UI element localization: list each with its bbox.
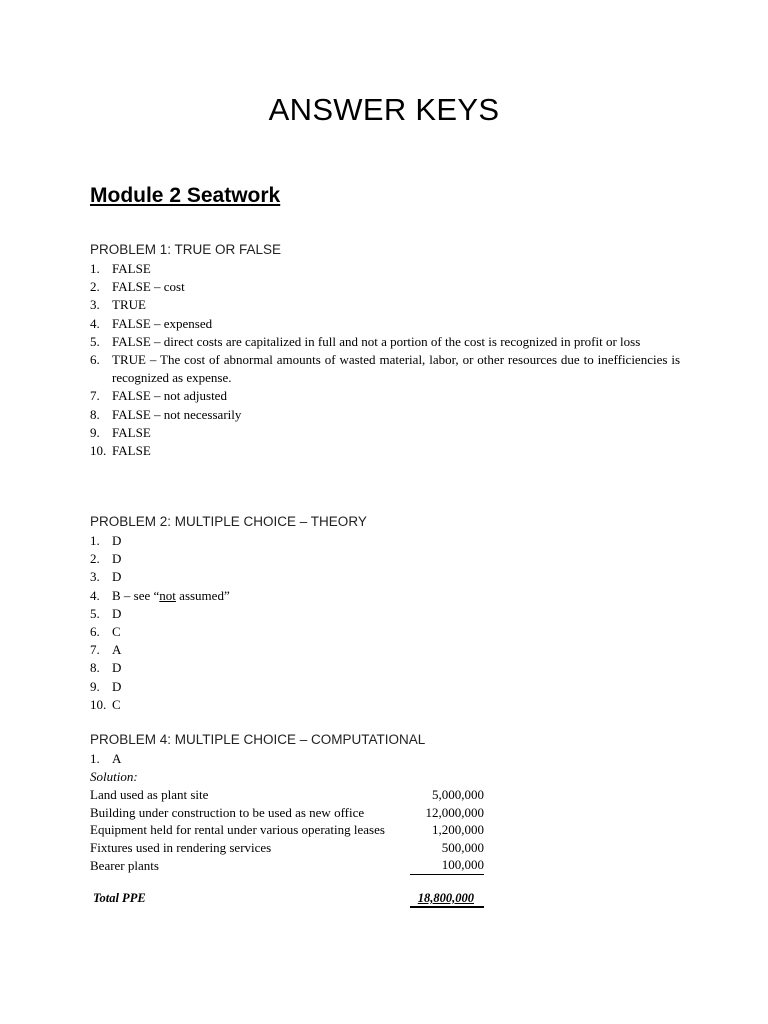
solution-table	[90, 786, 484, 875]
list-item	[90, 696, 680, 714]
table-row	[90, 786, 484, 804]
table-row	[90, 821, 484, 839]
list-item	[90, 387, 680, 405]
item-number: 3.	[90, 569, 100, 585]
item-answer: FALSE	[112, 261, 151, 276]
list-item	[90, 568, 680, 586]
list-item	[90, 678, 680, 696]
page-title: ANSWER KEYS	[268, 92, 500, 127]
row-description: Equipment held for rental under various operating leases	[90, 822, 385, 838]
list-item	[90, 659, 680, 677]
answer-suffix: assumed”	[175, 587, 230, 603]
list-item	[90, 641, 680, 659]
table-row	[90, 839, 484, 857]
item-number: 2.	[90, 279, 100, 295]
item-answer: FALSE – not adjusted	[112, 388, 227, 404]
item-answer: FALSE – not necessarily	[112, 406, 242, 422]
problem4-heading: PROBLEM 4: MULTIPLE CHOICE – COMPUTATIONAL	[90, 732, 426, 747]
row-amount: 1,200,000	[432, 822, 484, 838]
item-number: 1.	[90, 533, 100, 548]
problem1-answer-list	[90, 260, 680, 460]
problem4-answer-list	[90, 750, 680, 768]
row-description: Fixtures used in rendering services	[90, 839, 272, 855]
item-answer: TRUE	[112, 297, 146, 313]
total-label: Total PPE	[93, 891, 146, 905]
item-number: 5.	[90, 333, 100, 349]
item-number: 5.	[90, 605, 100, 621]
list-item	[90, 550, 680, 568]
list-item	[90, 605, 680, 623]
item-number: 7.	[90, 642, 100, 658]
solution-label: Solution:	[90, 769, 138, 784]
list-item	[90, 750, 680, 768]
row-amount: 12,000,000	[425, 804, 484, 820]
list-item	[90, 260, 680, 278]
item-answer: D	[112, 569, 122, 585]
item-answer: D	[112, 678, 122, 694]
item-answer: A	[112, 642, 122, 658]
item-answer: FALSE – cost	[112, 279, 185, 295]
item-answer: D	[112, 660, 122, 676]
item-number: 4.	[90, 315, 100, 331]
item-number: 9.	[90, 678, 100, 694]
item-number: 6.	[90, 624, 100, 640]
item-number: 7.	[90, 388, 100, 404]
list-item	[90, 424, 680, 442]
problem2-answer-list	[90, 532, 680, 714]
item-answer: C	[112, 696, 121, 712]
problem1-heading: PROBLEM 1: TRUE OR FALSE	[90, 242, 282, 257]
item-number: 10.	[90, 696, 107, 712]
underlined-word: not	[159, 587, 176, 603]
list-item	[90, 296, 680, 314]
item-answer	[112, 587, 680, 605]
item-number: 1.	[90, 751, 100, 766]
row-amount: 500,000	[441, 839, 484, 855]
list-item	[90, 623, 680, 641]
item-number: 3.	[90, 297, 100, 313]
item-answer: D	[112, 533, 122, 548]
row-amount: 5,000,000	[432, 787, 484, 802]
item-number: 8.	[90, 406, 100, 422]
item-number: 6.	[90, 352, 100, 368]
row-description: Building under construction to be used as new office	[90, 804, 365, 820]
list-item	[90, 351, 680, 387]
table-row	[90, 804, 484, 822]
problem2-heading: PROBLEM 2: MULTIPLE CHOICE – THEORY	[90, 514, 367, 529]
list-item	[90, 532, 680, 550]
item-answer: D	[112, 605, 122, 621]
item-number: 8.	[90, 660, 100, 676]
item-number: 10.	[90, 443, 107, 459]
item-answer: A	[112, 751, 122, 766]
item-answer: FALSE – direct costs are capitalized in full and not a portion of the cost is recognized in profit or loss	[112, 333, 641, 349]
item-answer: TRUE – The cost of abnormal amounts of wasted material, labor, or other resources due to inefficiencies is recognized as expense.	[112, 352, 680, 386]
row-description: Bearer plants	[90, 857, 159, 873]
item-number: 9.	[90, 424, 100, 440]
list-item	[90, 442, 680, 460]
module-title: Module 2 Seatwork	[90, 184, 281, 207]
row-amount: 100,000	[410, 856, 484, 874]
item-answer: FALSE – expensed	[112, 315, 213, 331]
list-item	[90, 406, 680, 424]
table-row	[90, 856, 484, 874]
item-answer: C	[112, 624, 121, 640]
total-amount: 18,800,000	[417, 891, 474, 905]
list-item	[90, 587, 680, 605]
item-number: 2.	[90, 551, 100, 567]
item-number: 4.	[90, 587, 100, 603]
item-answer: FALSE	[112, 424, 151, 440]
total-row	[90, 890, 484, 908]
total-underline	[410, 906, 484, 908]
answer-prefix: B – see “	[112, 587, 160, 603]
list-item	[90, 315, 680, 333]
row-description: Land used as plant site	[90, 787, 209, 802]
item-answer: D	[112, 551, 122, 567]
list-item	[90, 333, 680, 351]
item-answer: FALSE	[112, 443, 151, 459]
list-item	[90, 278, 680, 296]
item-number: 1.	[90, 261, 100, 276]
